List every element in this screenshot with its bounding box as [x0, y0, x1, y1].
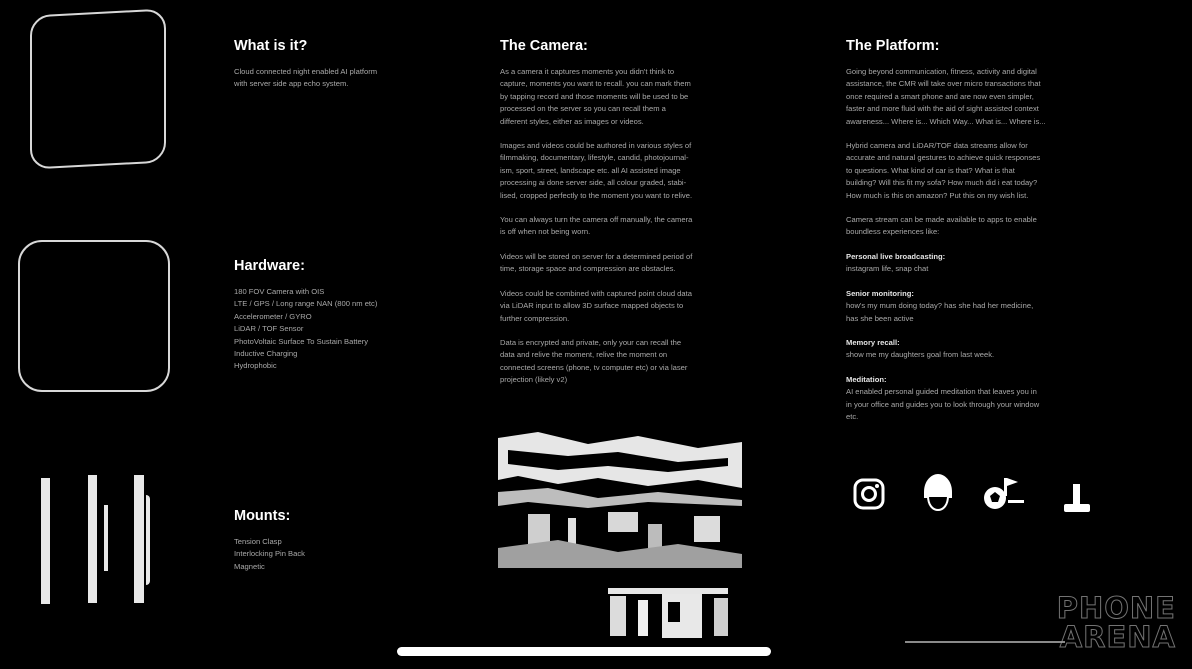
phonearena-watermark: PHONE ARENA	[1056, 591, 1176, 654]
device-square-outline	[18, 240, 170, 392]
feature-memory-recall: Memory recall: show me my daughters goal from last week.	[846, 337, 995, 360]
platform-text: Going beyond communication, fitness, activity and digital assistance, the CMR will take over micro transactions that once required a smart phone and are now even simpler, faster and more fluid with the aid of sight assisted context awareness... Where is... Which Way... What is... Where is... Hybrid camera and LiDAR/TOF data streams allow for accurate and natural gestures to achieve quick responses to questions. What kind of car is that? What is that building? Will this fit my sofa? How much did i eat today? How much is this on amazon? Put this on my wish list. Camera stream can be made available to apps to enable boundless experiences like: Personal live broadcasting: instagram life, snap chat Senior monitoring: how's my mum doing today? has she had her medicine, has she been active Memory recall: show me my daughters goal from last week. Meditation: AI enabled personal guided meditation that leaves you in in your office and guides you to look through your window etc.	[846, 66, 1126, 435]
platform-heading: The Platform:	[846, 38, 940, 54]
mounts-list: Tension Clasp Interlocking Pin Back Magnetic	[234, 537, 305, 571]
camera-sample-image-interior	[598, 584, 738, 640]
instagram-icon	[853, 478, 885, 515]
joystick-icon	[1062, 482, 1092, 519]
soccer-icon	[982, 474, 1026, 517]
feature-senior-monitoring: Senior monitoring: how's my mum doing today? has she had her medicine, has she been active	[846, 288, 1034, 323]
mounts-heading: Mounts:	[234, 508, 291, 524]
what-is-it-text: Cloud connected night enabled AI platform with server side app echo system.	[234, 67, 378, 89]
hardware-heading: Hardware:	[234, 258, 305, 274]
feature-live-broadcasting: Personal live broadcasting: instagram life, snap chat	[846, 251, 946, 274]
feature-meditation: Meditation: AI enabled personal guided meditation that leaves you in in your office and guides you to look through your window etc.	[846, 374, 1040, 421]
helmet-icon	[920, 472, 956, 517]
camera-heading: The Camera:	[500, 38, 588, 54]
what-is-it-heading: What is it?	[234, 38, 308, 54]
device-front-outline	[30, 8, 166, 169]
camera-sample-image-street	[498, 428, 742, 568]
home-indicator[interactable]	[397, 647, 771, 656]
camera-text: As a camera it captures moments you didn't think to capture, moments you want to recall. you can mark them by tapping record and those moments will be used to be processed on the server so you can recall them a different styles, either as images or videos. Images and videos could be authored in various styles of filmmaking, documentary, lifestyle, candid, photojournal- ism, sport, street, landscape etc. all AI assisted image processing ai done server side, all colour graded, stabi- lised, cropped perfectly to the moment you want to relive. You can always turn the camera off manually, the camera is off when not being worn. Videos will be stored on server for a determined period of time, storage space and compression are obstacles. Videos could be combined with captured point cloud data via LiDAR input to allow 3D surface mapped objects to further compression. Data is encrypted and private, only your can recall the data and relive the moment, relive the moment on connected screens (phone, tv computer etc) or via laser projection (likely v2)	[500, 67, 693, 385]
hardware-list: 180 FOV Camera with OIS LTE / GPS / Long range NAN (800 nm etc) Accelerometer / GYRO LiDAR / TOF Sensor PhotoVoltaic Surface To Sustain Battery Inductive Charging Hydrophobic	[234, 287, 378, 371]
divider-line	[905, 641, 1065, 643]
device-side-profile	[38, 475, 158, 605]
